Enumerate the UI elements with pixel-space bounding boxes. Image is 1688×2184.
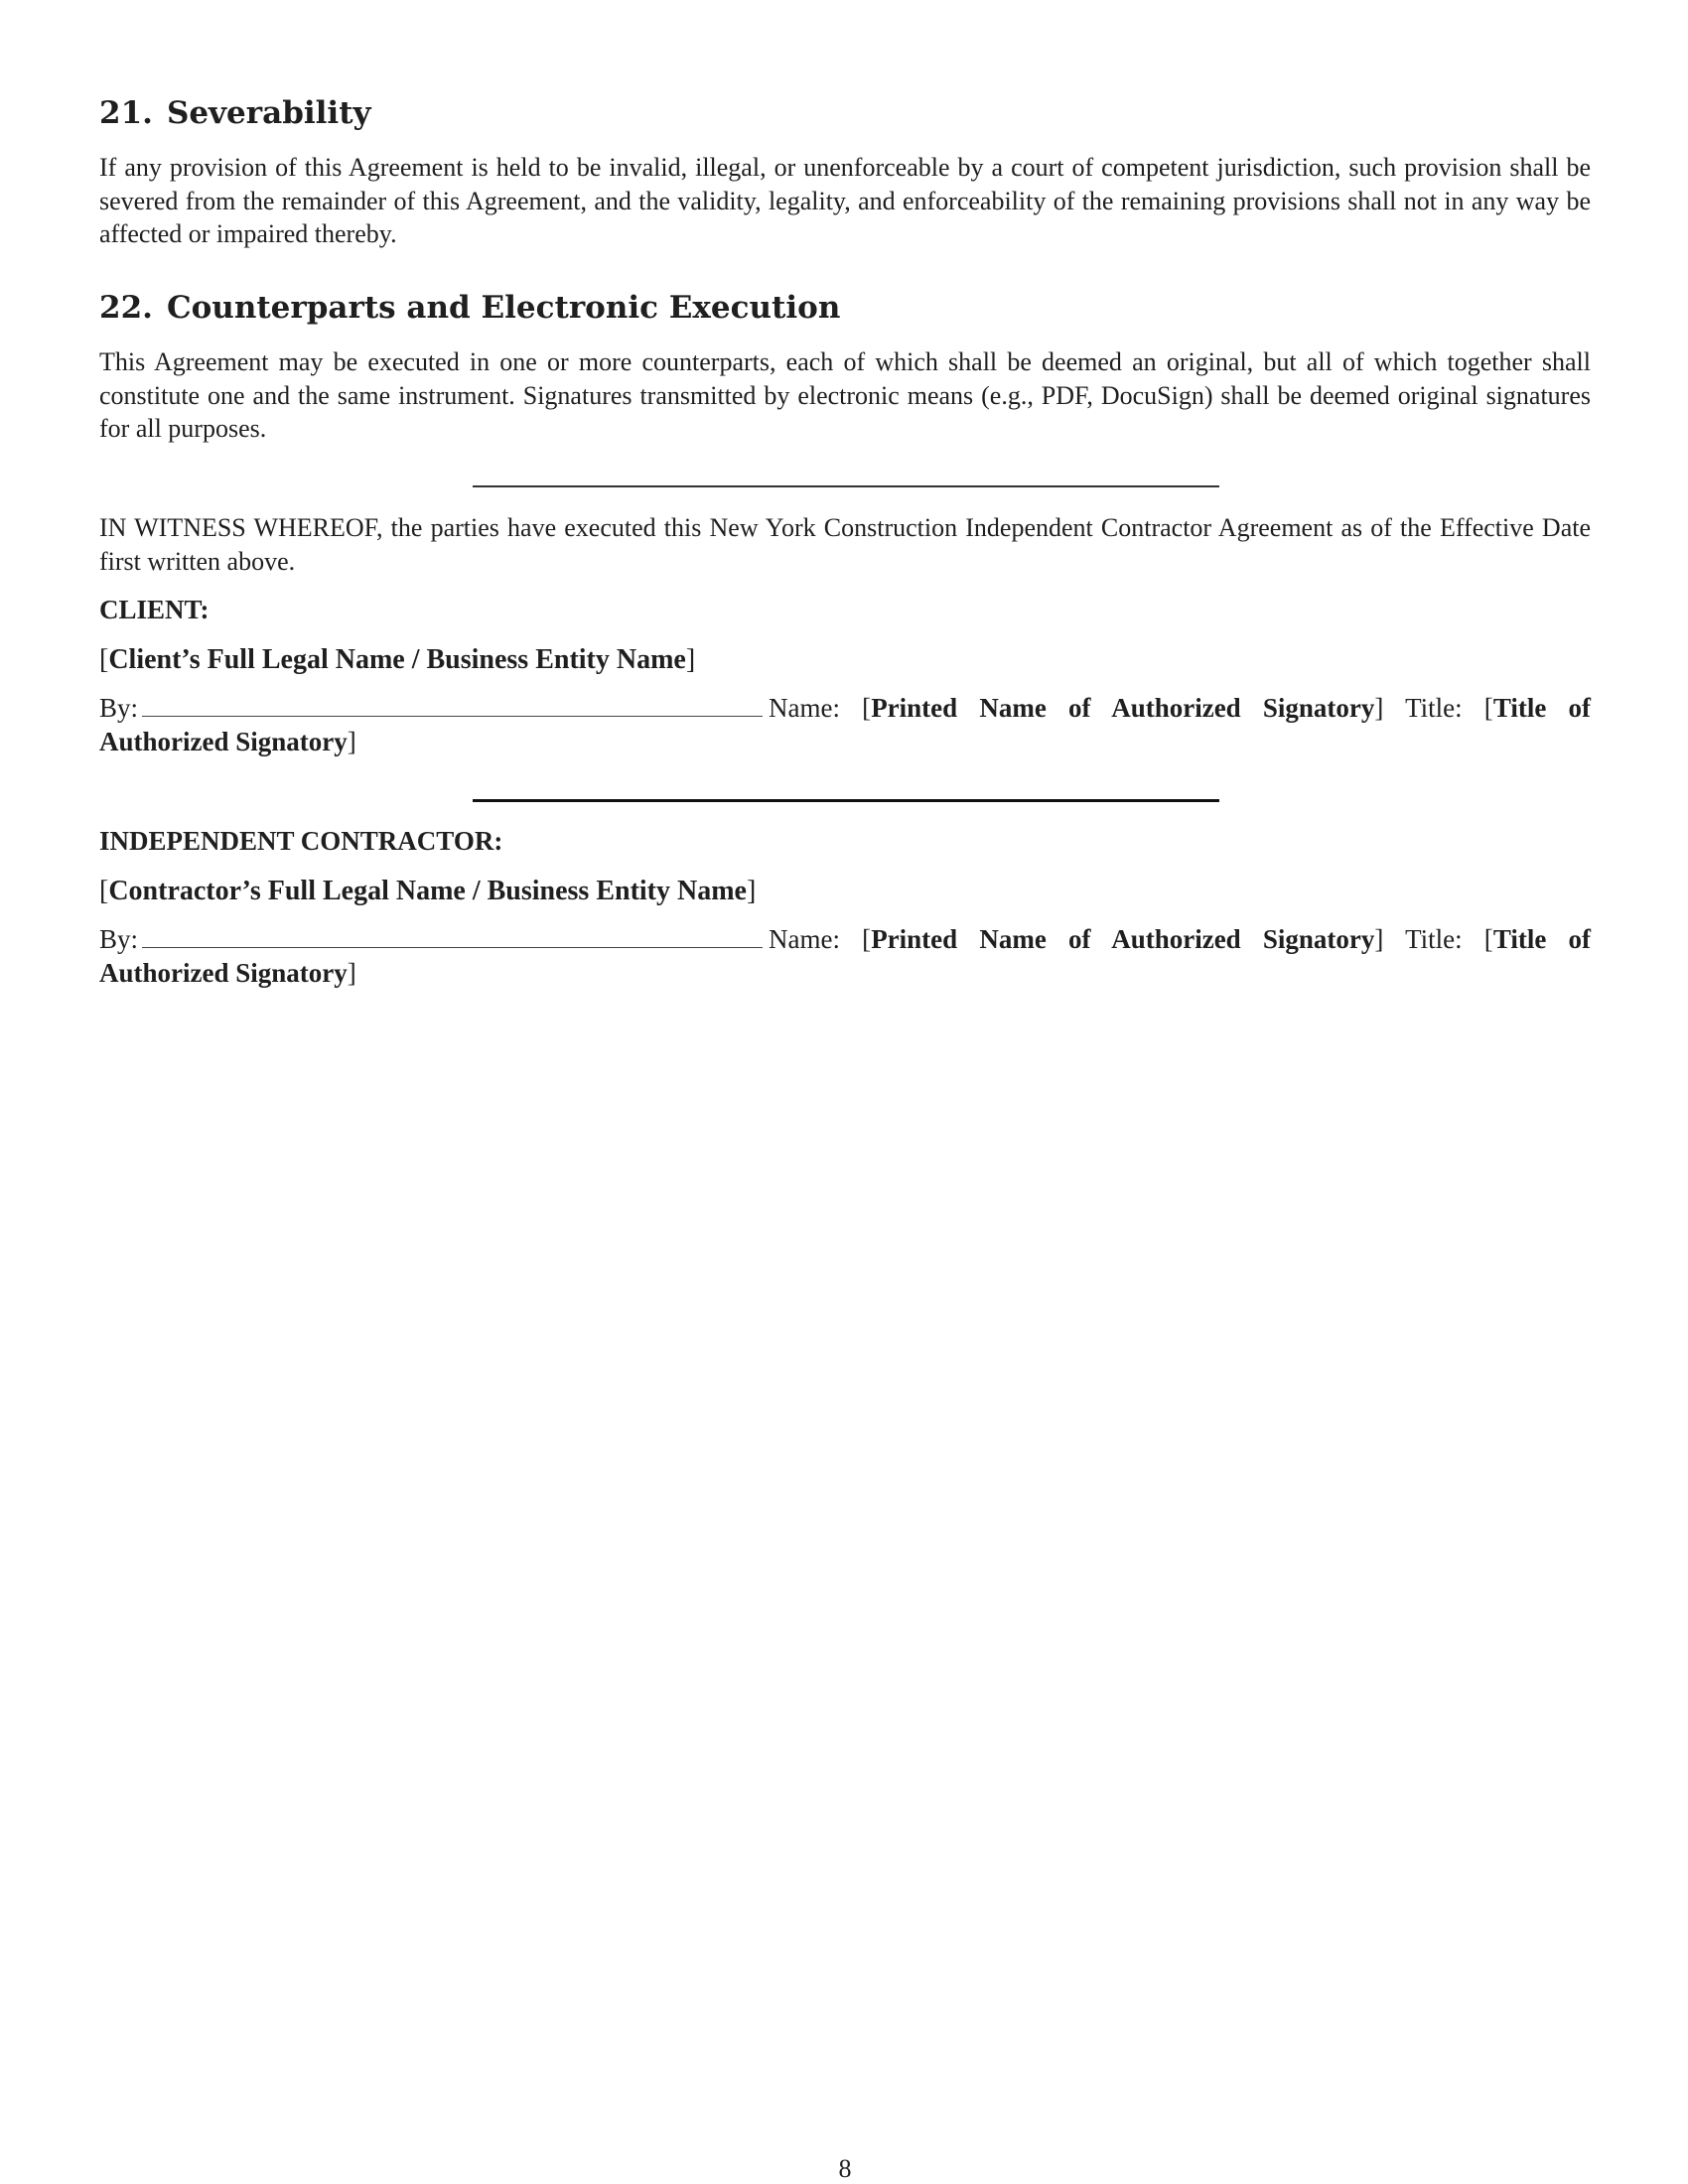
- client-printed-name: Printed Name of Authorized Signatory: [871, 693, 1375, 723]
- contractor-signature-line: By: Name: [Printed Name of Authorized Signatory] Title: [Title of Authorized Signatory]: [99, 924, 1591, 988]
- contractor-name-placeholder: Contractor’s Full Legal Name / Business Entity Name: [108, 876, 747, 906]
- witness-clause: IN WITNESS WHEREOF, the parties have executed this New York Construction Independent Contractor Agreement as of the Effective Date first written above.: [99, 513, 1591, 576]
- contractor-entity-name: [99, 875, 756, 907]
- section-number: 22.: [99, 290, 153, 326]
- client-signature-line: By: Name: [Printed Name of Authorized Signatory] Title: [Title of Authorized Signatory]: [99, 693, 1591, 756]
- divider: [473, 799, 1219, 802]
- contractor-title-value: Title of Authorized Signatory: [99, 924, 1591, 988]
- document-page: [99, 0, 1591, 2184]
- bracket-close: ]: [685, 644, 696, 675]
- client-label: CLIENT:: [99, 595, 210, 624]
- client-title-value: Title of Authorized Signatory: [99, 693, 1591, 756]
- section-title: Counterparts and Electronic Execution: [166, 290, 841, 326]
- bracket-open: [: [99, 644, 109, 675]
- section-22-heading: [99, 290, 840, 326]
- client-signature-field[interactable]: [142, 692, 763, 717]
- name-label: Name:: [769, 924, 840, 954]
- contractor-printed-name: Printed Name of Authorized Signatory: [871, 924, 1375, 954]
- name-label: Name:: [769, 693, 840, 723]
- divider: [473, 485, 1219, 487]
- contractor-label: INDEPENDENT CONTRACTOR:: [99, 826, 503, 856]
- by-label: By:: [99, 693, 139, 723]
- section-number: 21.: [99, 95, 153, 131]
- bracket-close: ]: [746, 876, 757, 906]
- title-label: Title:: [1405, 924, 1463, 954]
- by-label: By:: [99, 924, 139, 954]
- section-21-body: If any provision of this Agreement is held to be invalid, illegal, or unenforceable by a court of competent jurisdiction, such provision shall be severed from the remainder of this Agreement, and the validity, legality, and enforceability of the remaining provisions shall not in any way be affected or impaired thereby.: [99, 153, 1591, 248]
- client-name-placeholder: Client’s Full Legal Name / Business Entity Name: [108, 644, 686, 675]
- title-label: Title:: [1405, 693, 1463, 723]
- section-21-heading: [99, 95, 371, 131]
- client-entity-name: [99, 643, 695, 676]
- section-22-body: This Agreement may be executed in one or more counterparts, each of which shall be deemed an original, but all of which together shall constitute one and the same instrument. Signatures transmitted by electronic means (e.g., PDF, DocuSign) shall be deemed original signatures for all purposes.: [99, 347, 1591, 443]
- contractor-signature-field[interactable]: [142, 923, 763, 948]
- page-number: 8: [838, 2154, 852, 2183]
- bracket-open: [: [99, 876, 109, 906]
- section-title: Severability: [166, 95, 371, 131]
